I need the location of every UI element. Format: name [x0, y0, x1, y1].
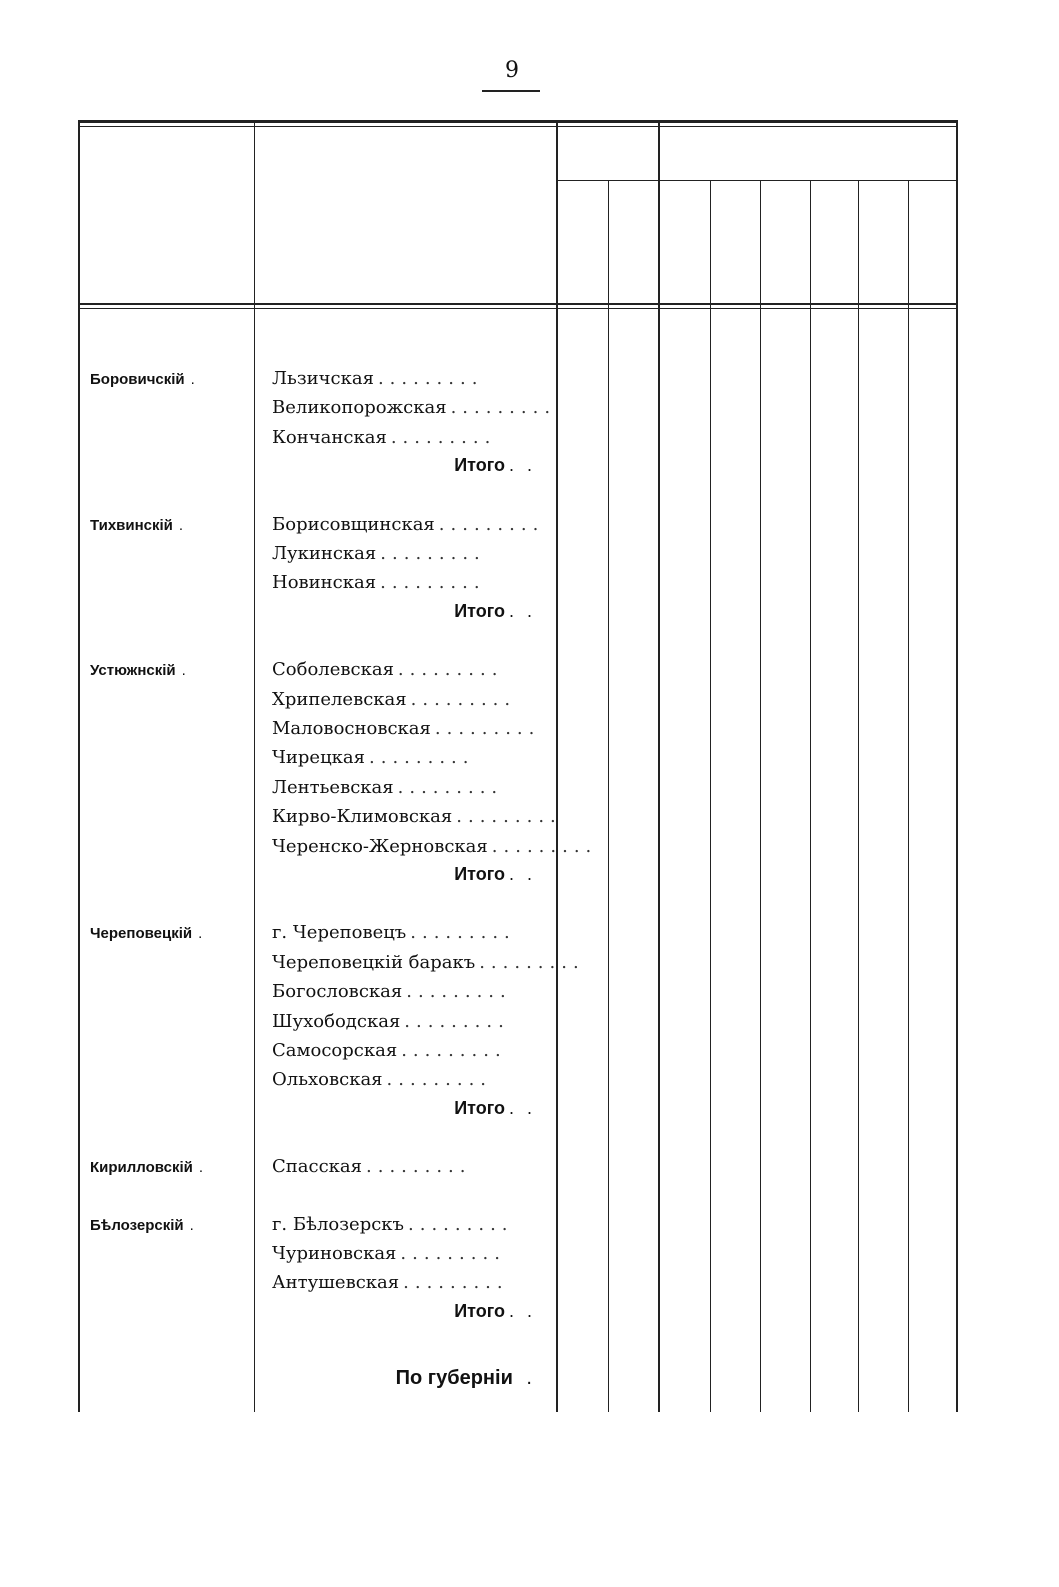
- uezd-name: [90, 662, 189, 679]
- leader-dots: .........: [450, 397, 557, 419]
- leader-dots: .: [198, 1159, 207, 1177]
- leader-dots: .........: [410, 922, 516, 944]
- grand-total-label: [272, 1367, 536, 1390]
- total-label: Итого: [454, 1097, 505, 1118]
- uezd-label: Устюжнскій: [90, 662, 176, 680]
- leader-dots: .........: [386, 1069, 493, 1091]
- volost-name: [272, 1214, 544, 1235]
- volost-name: [272, 922, 544, 943]
- leader-dots: .: [198, 925, 206, 943]
- uezd-label: Череповецкій: [90, 925, 193, 943]
- volost-label: Череповецкій баракъ: [272, 951, 476, 973]
- column-header-4: [762, 184, 808, 298]
- leader-dots: . .: [508, 1097, 536, 1118]
- leader-dots: .........: [408, 1213, 514, 1235]
- leader-dots: .........: [369, 747, 475, 769]
- leader-dots: .........: [377, 368, 484, 389]
- volost-label: Лукинская: [272, 543, 377, 564]
- leader-dots: . .: [508, 864, 536, 884]
- volost-name: [272, 951, 585, 973]
- volost-name: [272, 1156, 544, 1177]
- volost-name: [272, 981, 544, 1002]
- leader-dots: .........: [397, 776, 504, 798]
- leader-dots: .........: [380, 543, 486, 564]
- leader-dots: .........: [456, 806, 562, 828]
- leader-dots: .........: [366, 1156, 472, 1178]
- page-number-rule: [482, 90, 540, 92]
- uezd-label: Кирилловскій: [90, 1159, 193, 1177]
- leader-dots: . .: [508, 455, 536, 476]
- leader-dots: .........: [400, 1243, 506, 1264]
- group-total-label: [272, 455, 536, 476]
- volost-name: [272, 747, 544, 768]
- leader-dots: .........: [404, 1010, 510, 1032]
- volost-numbers-divider: [556, 120, 558, 1412]
- volost-name: [272, 1069, 544, 1090]
- volost-label: Чуриновская: [272, 1243, 397, 1264]
- volost-label: г. Череповецъ: [272, 922, 407, 944]
- volost-label: Богословская: [272, 981, 403, 1003]
- volost-label: г. Бѣлозерскъ: [272, 1213, 405, 1235]
- leader-dots: .: [178, 516, 187, 534]
- volost-label: Соболевская: [272, 659, 394, 681]
- volost-label: Льзичская: [272, 368, 374, 389]
- column-divider-0: [608, 180, 609, 1412]
- uezd-label: Боровичскій: [90, 371, 185, 388]
- volost-label: Великопорожская: [272, 397, 447, 419]
- total-label: Итого: [454, 455, 505, 476]
- column-header-2: [660, 184, 708, 298]
- uezd-label: Бѣлозерскій: [90, 1216, 184, 1234]
- total-label: Итого: [454, 864, 505, 884]
- header-bottom-rule: [78, 303, 958, 305]
- volost-label: Антушевская: [272, 1272, 400, 1294]
- group-total-label: [272, 864, 536, 885]
- leader-dots: .: [181, 662, 189, 680]
- volost-label: Хрипелевская: [272, 688, 407, 710]
- table-top-rule: [78, 120, 958, 123]
- volost-name: [272, 1011, 544, 1032]
- volost-label: Лентьевская: [272, 776, 394, 798]
- left-border: [78, 120, 80, 1412]
- uezd-name: [90, 371, 198, 388]
- leader-dots: .........: [380, 572, 486, 594]
- volost-label: Чирецкая: [272, 747, 365, 769]
- leader-dots: . .: [508, 1300, 536, 1321]
- uezd-label: Тихвинскій: [90, 516, 173, 534]
- page-number: 9: [505, 58, 519, 83]
- leader-dots: .........: [479, 951, 585, 973]
- volost-name: [272, 1243, 544, 1264]
- column-divider-5: [908, 180, 909, 1412]
- volost-name: [272, 835, 598, 857]
- column-header-1: [610, 184, 656, 298]
- uezd-name: [90, 925, 205, 942]
- leader-dots: .: [516, 1367, 536, 1390]
- leader-dots: .........: [401, 1040, 507, 1061]
- volost-name: [272, 572, 544, 593]
- volost-label: Кончанская: [272, 426, 387, 448]
- leader-dots: .........: [434, 718, 541, 739]
- leader-dots: .........: [406, 981, 512, 1003]
- leader-dots: .........: [397, 659, 504, 681]
- grand-total-text: По губерніи: [395, 1367, 513, 1390]
- volost-label: Черенско-Жерновская: [272, 835, 488, 857]
- volost-label: Шухободская: [272, 1010, 401, 1032]
- volost-name: [272, 689, 544, 710]
- table-top-rule-inner: [78, 126, 958, 127]
- volost-name: [272, 659, 544, 680]
- total-label: Итого: [454, 600, 505, 621]
- volost-name: [272, 1272, 544, 1293]
- volost-label: Спасская: [272, 1156, 362, 1178]
- right-border: [956, 120, 958, 1412]
- volost-name: [272, 427, 544, 448]
- uezd-volost-divider: [254, 120, 255, 1412]
- column-divider-4: [858, 180, 859, 1412]
- uezd-name: [90, 1217, 197, 1234]
- volost-label: Борисовщинская: [272, 513, 435, 535]
- group-header-rule: [558, 180, 956, 181]
- volost-name: [272, 397, 557, 419]
- uezd-name: [90, 517, 186, 534]
- volost-label: Кирво-Климовская: [272, 806, 453, 828]
- leader-dots: .........: [438, 513, 545, 535]
- volost-label: Самосорская: [272, 1040, 398, 1061]
- volost-name: [272, 777, 544, 798]
- column-header-6: [860, 184, 906, 298]
- volost-name: [272, 543, 544, 564]
- seleniy-bolnykh-divider: [658, 120, 660, 1412]
- column-header-3: [712, 184, 758, 298]
- volost-name: [272, 1040, 544, 1061]
- leader-dots: .........: [390, 426, 497, 448]
- column-header-0: [560, 184, 606, 298]
- column-header-7: [910, 184, 955, 298]
- volost-name: [272, 514, 544, 535]
- group-total-label: [272, 601, 536, 622]
- leader-dots: . .: [508, 600, 536, 621]
- column-divider-2: [760, 180, 761, 1412]
- volost-name: [272, 368, 544, 389]
- column-header-5: [812, 184, 856, 298]
- leader-dots: .........: [410, 688, 517, 710]
- volost-name: [272, 806, 562, 828]
- column-divider-1: [710, 180, 711, 1412]
- uezd-name: [90, 1159, 206, 1176]
- volost-name: [272, 718, 544, 739]
- group-total-label: [272, 1098, 536, 1119]
- column-divider-3: [810, 180, 811, 1412]
- leader-dots: .: [189, 1216, 197, 1234]
- volost-label: Маловосновская: [272, 718, 431, 739]
- header-bottom-rule-inner: [78, 308, 958, 309]
- leader-dots: .: [190, 371, 198, 388]
- total-label: Итого: [454, 1300, 505, 1321]
- volost-label: Новинская: [272, 572, 377, 594]
- leader-dots: .........: [403, 1272, 509, 1294]
- volost-label: Ольховская: [272, 1069, 383, 1091]
- group-total-label: [272, 1301, 536, 1322]
- leader-dots: .........: [491, 835, 598, 857]
